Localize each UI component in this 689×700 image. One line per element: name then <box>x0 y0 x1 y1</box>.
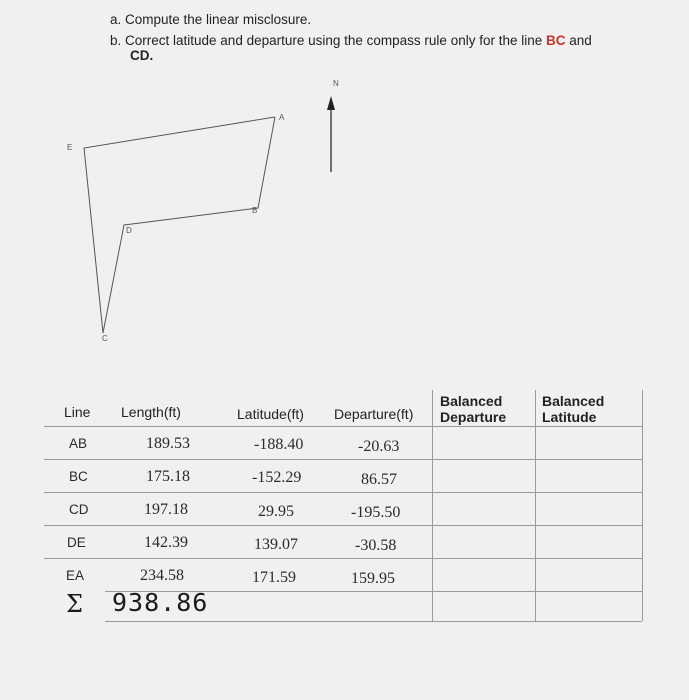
table-column-divider <box>642 390 643 621</box>
header-balanced-departure-line1: Balanced <box>440 393 503 409</box>
header-latitude: Latitude(ft) <box>237 406 304 422</box>
point-label-e: E <box>67 143 73 152</box>
table-cell-length: 197.18 <box>144 501 188 518</box>
table-rule <box>44 492 642 493</box>
header-balanced-departure-line2: Departure <box>440 409 507 425</box>
table-cell-line: BC <box>69 469 88 484</box>
table-cell-departure: -20.63 <box>358 438 400 455</box>
table-rule <box>44 558 642 559</box>
header-balanced-latitude-line1: Balanced <box>542 393 605 409</box>
header-balanced-latitude <box>542 393 604 425</box>
table-cell-latitude: 139.07 <box>254 536 298 553</box>
question-b-and: and <box>565 33 592 48</box>
north-arrow-head <box>327 96 335 110</box>
table-cell-latitude: -188.40 <box>254 436 304 453</box>
table-cell-departure: -30.58 <box>355 537 397 554</box>
question-b-text: b. Correct latitude and departure using the compass rule only for the line <box>110 33 546 48</box>
question-b-bc: BC <box>546 33 566 48</box>
table-cell-departure: -195.50 <box>351 504 401 521</box>
table-column-divider <box>535 390 536 621</box>
table-cell-latitude: 29.95 <box>258 503 294 520</box>
table-cell-line: EA <box>66 568 85 583</box>
table-cell-line: AB <box>69 436 88 451</box>
table-rule <box>44 426 642 427</box>
table-cell-line: CD <box>69 502 89 517</box>
table-rule <box>44 459 642 460</box>
question-a: a. Compute the linear misclosure. <box>110 12 312 27</box>
traverse-polygon <box>84 117 275 333</box>
table-cell-departure: 159.95 <box>351 570 395 587</box>
north-label: N <box>333 79 339 88</box>
handwritten-sum-value: 938.86 <box>112 588 209 617</box>
table-cell-length: 234.58 <box>140 567 184 584</box>
table-cell-latitude: 171.59 <box>252 569 296 586</box>
point-label-b: B <box>252 206 258 215</box>
table-cell-length: 142.39 <box>144 534 188 551</box>
header-length: Length(ft) <box>121 404 181 420</box>
table-rule <box>105 621 642 622</box>
header-departure: Departure(ft) <box>334 406 414 422</box>
point-label-d: D <box>126 226 132 235</box>
table-rule <box>44 525 642 526</box>
table-cell-length: 189.53 <box>146 435 190 452</box>
table-cell-line: DE <box>67 535 86 550</box>
header-line: Line <box>64 404 91 420</box>
table-cell-length: 175.18 <box>146 468 190 485</box>
header-balanced-latitude-line2: Latitude <box>542 409 597 425</box>
table-column-divider <box>432 390 433 621</box>
table-cell-departure: 86.57 <box>361 471 397 488</box>
handwritten-sum-symbol: Σ <box>66 590 83 618</box>
table-cell-latitude: -152.29 <box>252 469 302 486</box>
point-label-a: A <box>279 113 285 122</box>
header-balanced-departure <box>440 393 506 425</box>
question-b-cd: CD. <box>130 48 154 63</box>
point-label-c: C <box>102 334 108 343</box>
